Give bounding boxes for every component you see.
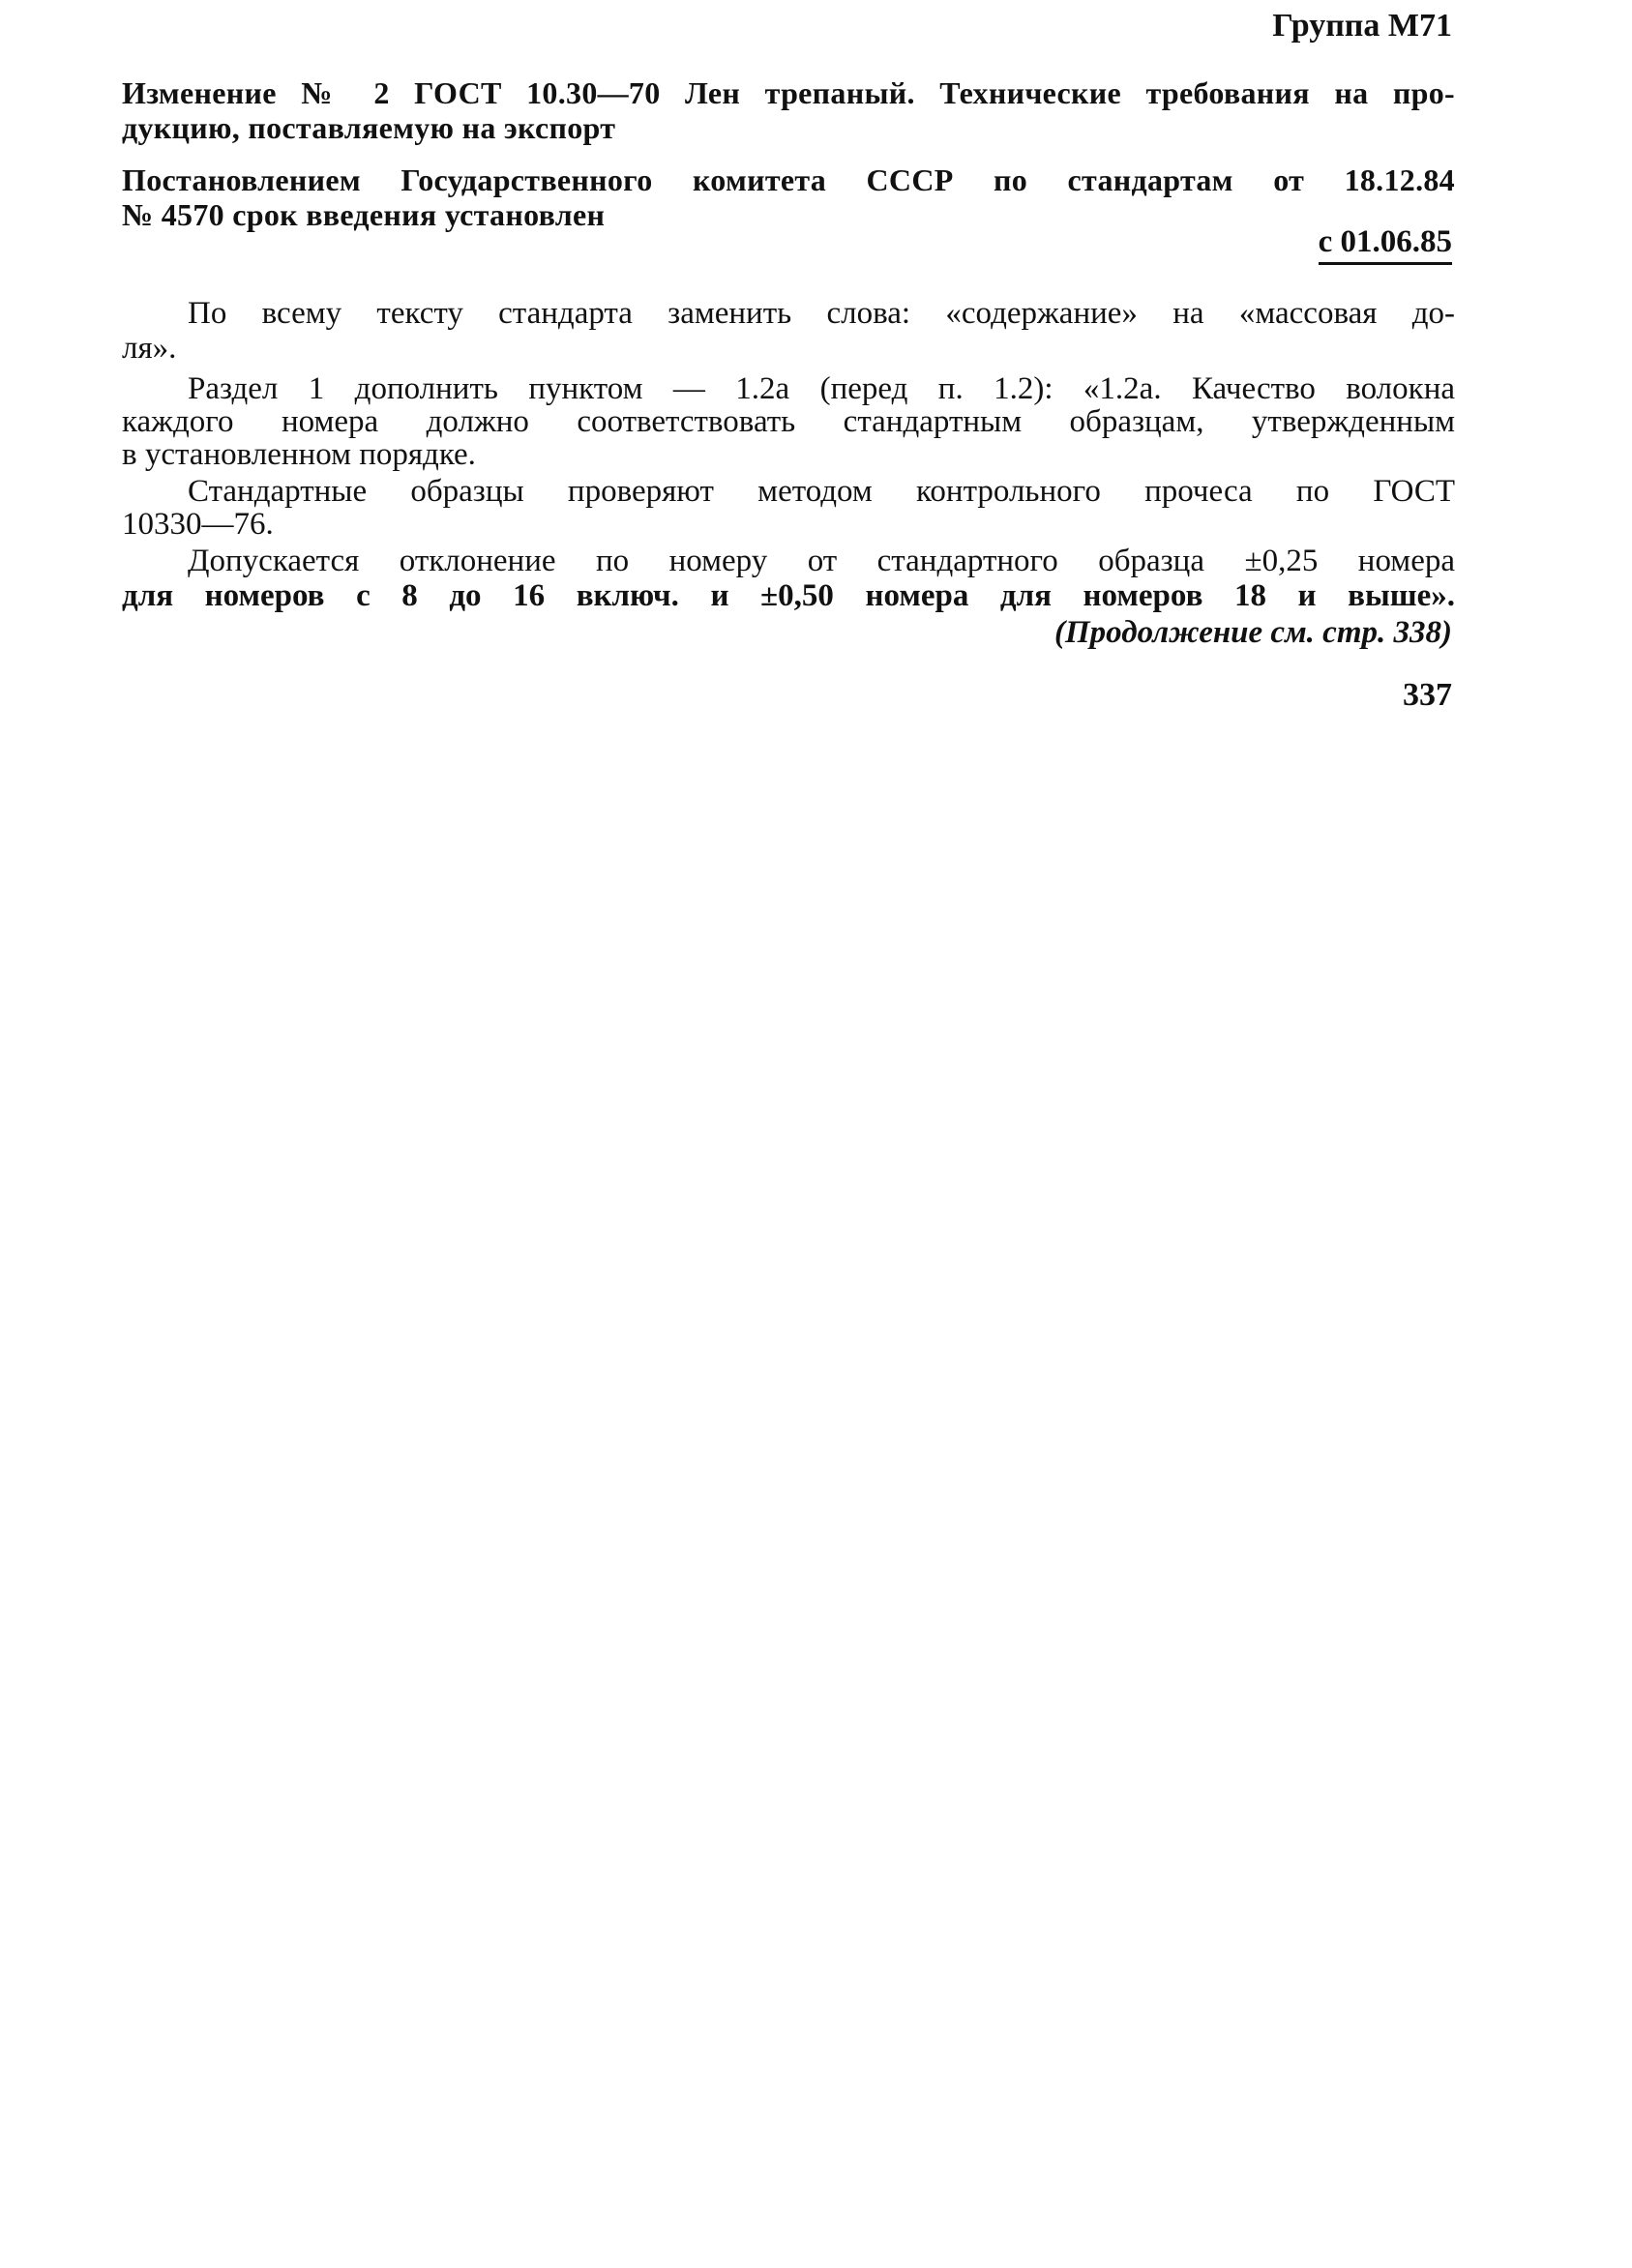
paragraph-2-line-1: Раздел 1 дополнить пунктом — 1.2а (перед п. 1.2): «1.2а. Качество волокна	[188, 371, 1455, 406]
amendment-title-line-1: Изменение № 2 ГОСТ 10.30—70 Лен трепаный. Технические требования на про-	[122, 75, 1455, 110]
continuation-note: (Продолжение см. стр. 338)	[1054, 615, 1452, 650]
paragraph-1-line-1: По всему тексту стандарта заменить слова: «содержание» на «массовая до-	[188, 296, 1455, 331]
paragraph-3-line-2: 10330—76.	[122, 507, 274, 542]
paragraph-1-line-2: ля».	[122, 331, 177, 366]
paragraph-2-line-2: каждого номера должно соответствовать стандартным образцам, утвержденным	[122, 404, 1455, 439]
decree-line-2: № 4570 срок введения установлен	[122, 197, 606, 232]
paragraph-4-line-1: Допускается отклонение по номеру от стандартного образца ±0,25 номера	[188, 544, 1455, 578]
page-number: 337	[1403, 677, 1452, 713]
effective-date: с 01.06.85	[1319, 224, 1452, 265]
decree-line-1: Постановлением Государственного комитета СССР по стандартам от 18.12.84	[122, 162, 1455, 197]
amendment-title-line-2: дукцию, поставляемую на экспорт	[122, 110, 616, 145]
paragraph-2-line-3: в установленном порядке.	[122, 437, 476, 472]
paragraph-4-line-2: для номеров с 8 до 16 включ. и ±0,50 номера для номеров 18 и выше».	[122, 578, 1455, 613]
group-code: Группа М71	[1272, 8, 1452, 44]
paragraph-3-line-1: Стандартные образцы проверяют методом контрольного прочеса по ГОСТ	[188, 474, 1455, 509]
